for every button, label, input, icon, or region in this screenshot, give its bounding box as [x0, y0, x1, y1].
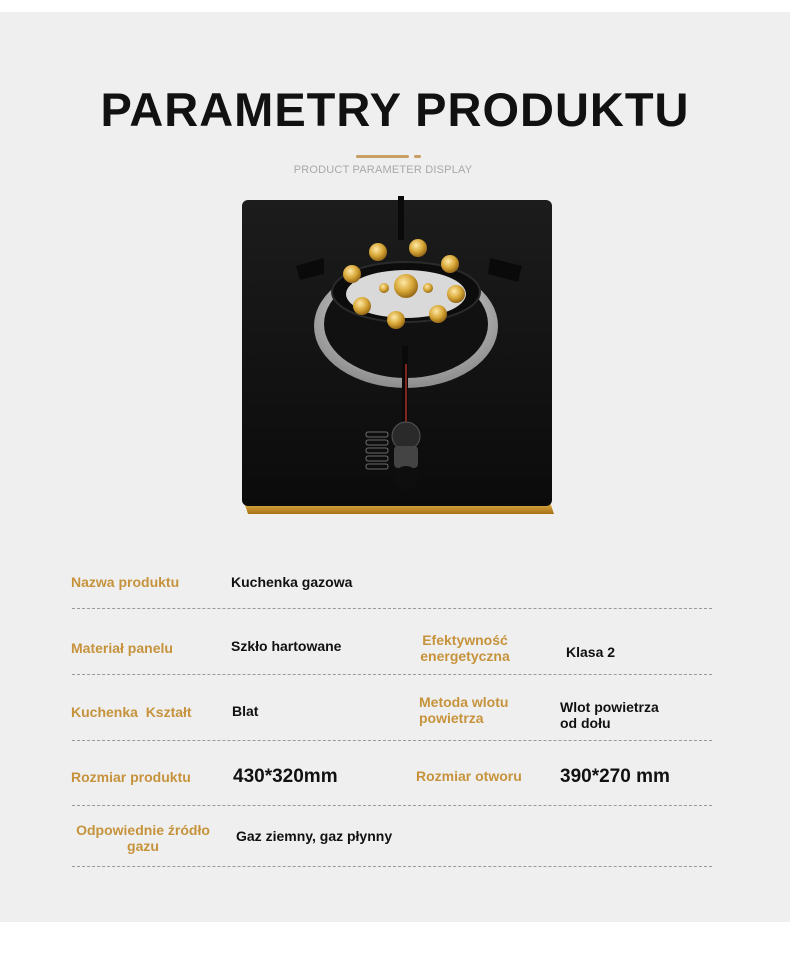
spec-label-gas-source-line1: Odpowiednie źródło — [76, 822, 210, 838]
spec-value-product-name: Kuchenka gazowa — [231, 574, 353, 590]
spec-label-energy-efficiency — [405, 632, 525, 664]
spec-label-gas-source — [68, 822, 218, 854]
spec-value-gas-source: Gaz ziemny, gaz płynny — [236, 828, 393, 844]
spec-label-shape: Kuchenka Kształt — [71, 704, 192, 720]
spec-value-energy-efficiency: Klasa 2 — [566, 644, 616, 660]
spec-label-energy-efficiency-line1: Efektywność — [422, 632, 508, 648]
row-divider — [72, 866, 712, 867]
page-title: PARAMETRY PRODUKTU — [100, 83, 690, 136]
row-divider — [72, 740, 712, 741]
spec-value-air-intake — [560, 699, 659, 731]
spec-value-shape: Blat — [232, 703, 259, 719]
gas-stove-image — [238, 196, 556, 522]
row-divider — [72, 805, 712, 806]
spec-value-cutout-size: 390*270 mm — [560, 766, 670, 787]
row-divider — [72, 608, 712, 609]
spec-value-panel-material: Szkło hartowane — [231, 638, 342, 654]
spec-label-air-intake-line1: Metoda wlotu — [419, 694, 509, 710]
spec-label-energy-efficiency-line2: energetyczna — [420, 648, 510, 664]
spec-value-product-size: 430*320mm — [233, 766, 338, 787]
spec-value-air-intake-line2: od dołu — [560, 715, 611, 731]
spec-value-air-intake-line1: Wlot powietrza — [560, 699, 659, 715]
title-accent-bar — [356, 155, 409, 158]
spec-label-product-size: Rozmiar produktu — [71, 769, 191, 785]
title-accent-dot — [414, 155, 421, 158]
spec-label-air-intake-line2: powietrza — [419, 710, 484, 726]
spec-label-product-name: Nazwa produktu — [71, 574, 180, 590]
row-divider — [72, 674, 712, 675]
spec-label-air-intake — [419, 694, 508, 726]
spec-label-cutout-size: Rozmiar otworu — [416, 768, 522, 784]
spec-label-panel-material: Materiał panelu — [71, 640, 173, 656]
page-subtitle: PRODUCT PARAMETER DISPLAY — [293, 164, 473, 176]
spec-label-gas-source-line2: gazu — [127, 838, 159, 854]
